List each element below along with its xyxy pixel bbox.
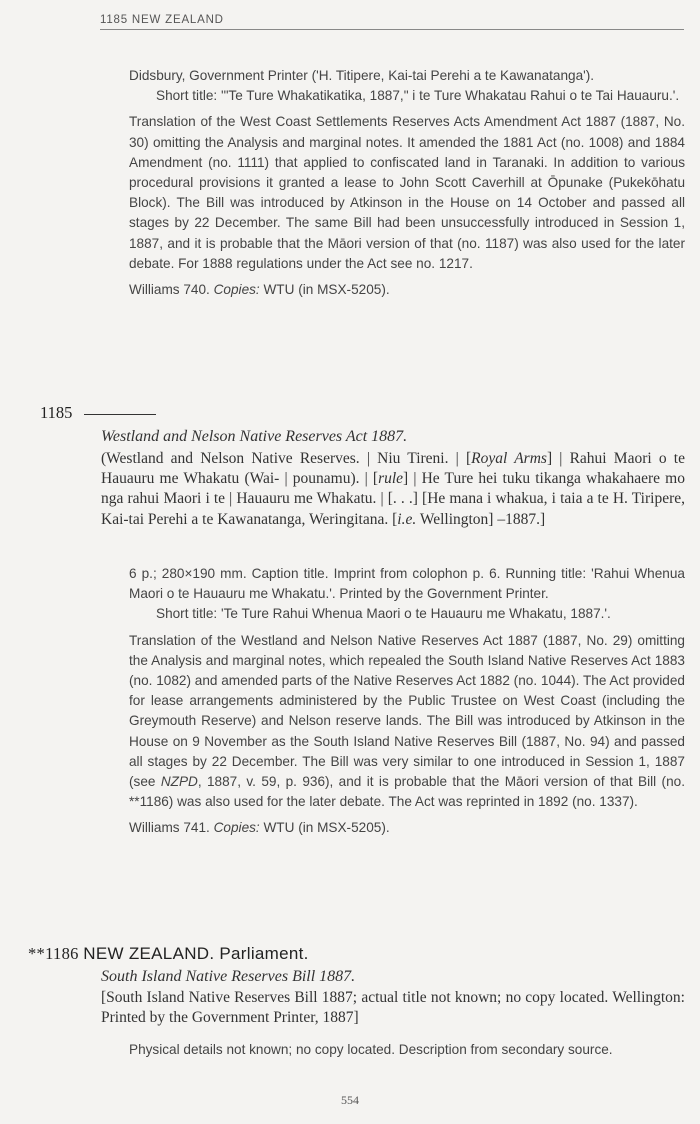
title-page-transcription: [South Island Native Reserves Bill 1887; actual title not known; no copy located. Wellington: Printed by the Government Printer, 1887] — [101, 989, 685, 1027]
reference-williams: Williams 740. — [129, 282, 214, 298]
entry-1186-body — [101, 968, 685, 1028]
entry-1185-notes — [129, 564, 685, 839]
physical-description: 6 p.; 280×190 mm. Caption title. Imprint from colophon p. 6. Running title: 'Rahui Whenua Maori o te Hauauru me Whakatu.'. Printed by the Government Printer. — [129, 566, 685, 602]
page-number: 554 — [341, 1093, 359, 1107]
transcription-italic: rule — [378, 470, 404, 488]
entry-1186-notes — [129, 1040, 685, 1060]
translation-note: Translation of the West Coast Settlements Reserves Acts Amendment Act 1887 (1887, No. 30) omitting the Analysis and marginal notes. It amended the 1881 Act (no. 1008) and 1884 Amendment (no. 1111) that applied to confiscated land in Taranaki. In addition to various procedural provisions it granted a lease to John Scott Caverhill at Ōpunake (Pukekōhatu Block). The Bill was introduced by Atkinson in the House on 14 October and passed all stages by 22 December. The same Bill had been unsuccessfully introduced in Session 1, 1887, and it is probable that the Māori version of that (no. 1187) was also used for the later debate. For 1888 regulations under the Act see no. 1217. — [129, 114, 685, 271]
copies-value: WTU (in MSX-5205). — [259, 282, 390, 298]
ditto-rule — [84, 414, 156, 415]
translation-note — [129, 631, 685, 813]
entry-1184-continuation — [129, 66, 685, 300]
reference-line — [129, 818, 685, 838]
note-part: , 1887, v. 59, p. 936), and it is probable that the Māori version of that Bill (no. **1186) was also used for the later debate. The Act was reprinted in 1892 (no. 1337). — [129, 774, 685, 810]
imprint-text: Didsbury, Government Printer ('H. Titipere, Kai-tai Perehi a te Kawanatanga'). — [129, 68, 595, 83]
copies-value: WTU (in MSX-5205). — [259, 820, 390, 836]
reference-line — [129, 280, 685, 300]
transcription-part: ] | Rahui Maori o te Hauauru me Whakatu (Wai- | pounamu). | [ — [101, 450, 685, 488]
note-part: Translation of the Westland and Nelson Native Reserves Act 1887 (1887, No. 29) omitting the Analysis and marginal notes, which repealed the South Island Native Reserves Act 1883 (no. 1082) and amended parts of the Native Reserves Act 1882 (no. 1044). The Act provided for lease arrangements administered by the Public Trustee on West Coast (including the Greymouth Reserve) and Nelson reserve lands. The Bill was introduced by Atkinson in the House on 9 November as the South Island Native Reserves Bill (1887, No. 94) and passed all stages by 22 December. The Bill was very similar to one introduced in Session 1, 1887 (see — [129, 632, 685, 790]
reference-williams: Williams 741. — [129, 820, 214, 836]
transcription-part: Wellington] –1887.] — [416, 510, 546, 528]
title-page-transcription — [101, 449, 685, 530]
entry-number: 1185 — [40, 403, 73, 422]
short-title: Short title: '"Te Ture Whakatikatika, 1887," i te Ture Whakatau Rahui o te Tai Hauauru.'. — [156, 88, 680, 104]
transcription-italic: Royal Arms — [471, 450, 547, 467]
copies-label: Copies: — [213, 820, 260, 836]
copies-label: Copies: — [213, 282, 260, 298]
short-title: Short title: 'Te Ture Rahui Whenua Maori o te Hauauru me Whakatu, 1887.'. — [156, 606, 611, 622]
entry-1185-number-line — [40, 403, 156, 423]
note-italic: NZPD — [160, 774, 198, 790]
entry-title: South Island Native Reserves Bill 1887. — [101, 968, 356, 985]
transcription-italic: i.e. — [397, 510, 417, 528]
entry-number: **1186 — [28, 944, 79, 963]
entry-heading: NEW ZEALAND. Parliament. — [83, 944, 309, 963]
transcription-part: (Westland and Nelson Native Reserves. | Niu Tireni. | [ — [101, 450, 472, 467]
transcription-part: ] | He Ture hei tuku tikanga whakahaere mo nga rahui Maori i te | Hauauru me Whakatu. | [. . .] [He mana i whakua, i taia a te H. Tiripere, Kai-tai Perehi a te Kawanatanga, Weringitana. [ — [101, 470, 685, 528]
entry-title: Westland and Nelson Native Reserves Act 1887. — [101, 428, 408, 445]
entry-1185-body — [101, 428, 685, 530]
physical-description: Physical details not known; no copy located. Description from secondary source. — [129, 1042, 613, 1057]
entry-1186-heading — [28, 944, 309, 964]
running-head: 1185 NEW ZEALAND — [100, 14, 684, 30]
